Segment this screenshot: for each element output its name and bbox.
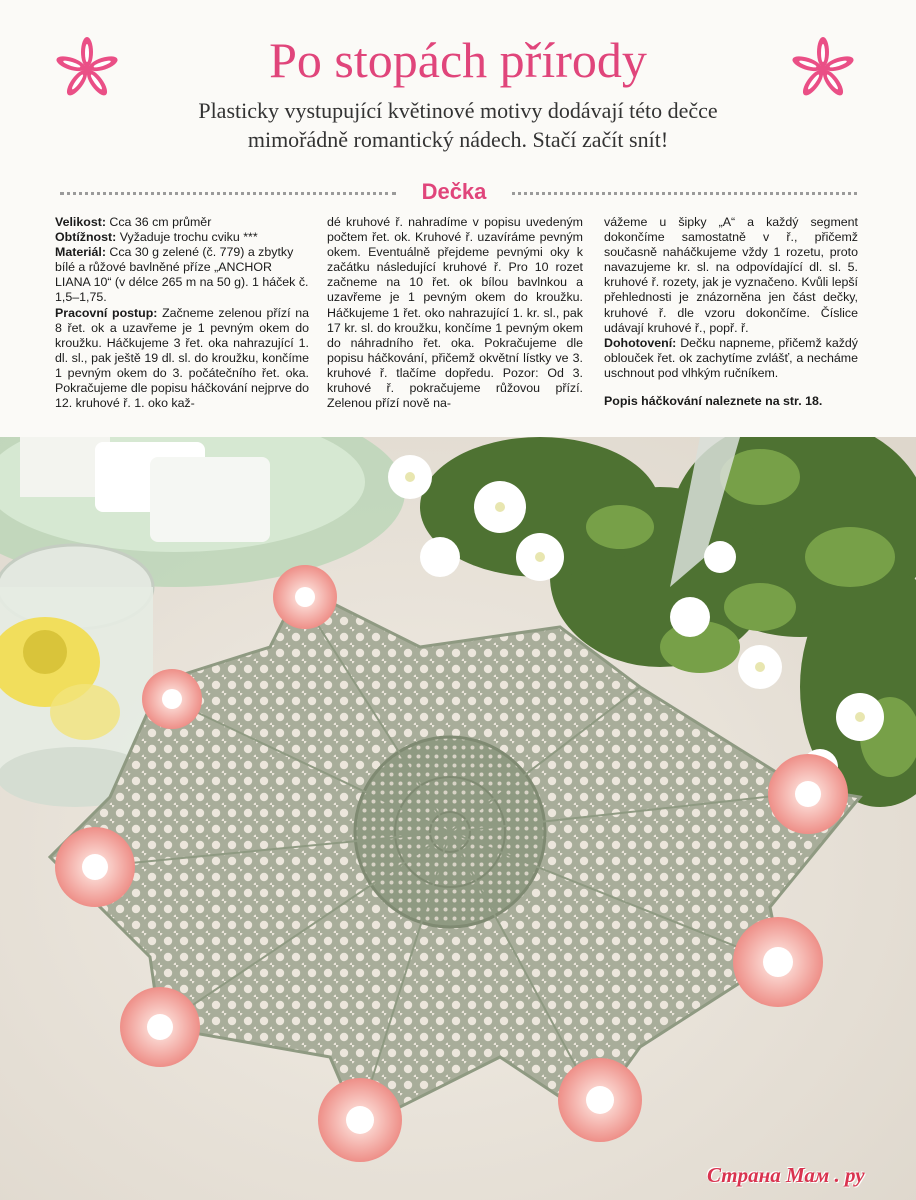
material-label: Materiál: [55, 245, 106, 260]
procedure-paragraph [55, 306, 309, 412]
text-column-1 [55, 215, 309, 411]
section-heading [0, 175, 916, 211]
size-text: Cca 36 cm průměr [105, 215, 212, 229]
article-subtitle [130, 96, 786, 154]
difficulty-text: Vyžaduje trochu cviku *** [116, 230, 258, 245]
article-title: Po stopách přírody [269, 32, 647, 88]
flower-ornament-icon [790, 36, 856, 102]
crochet-rose [142, 669, 202, 729]
crochet-rose [558, 1058, 642, 1142]
section-title: Dečka [421, 179, 487, 204]
difficulty-paragraph [55, 230, 309, 245]
page-reference: Popis háčkování naleznete na str. 18. [604, 394, 823, 409]
crochet-rose [55, 827, 135, 907]
subtitle-line: mimořádně romantický nádech. Stačí začít snít! [247, 127, 669, 152]
doily-photo-illustration [0, 437, 916, 1200]
flower-ornament-icon [54, 36, 120, 102]
procedure-text: Začneme zelenou přízí na 8 řet. ok a uzavřeme je 1 pevným okem do kroužku. Háčkujeme 3 řet. oka nahrazující 1. dl. sl., pak ještě 19 dl. sl. do kroužku, končíme 1 pevným okem do 3. počátečního řet. oka. Pokračujeme dle popisu háčkování nejprve do 12. kruhové ř. 1. oko kaž- [55, 305, 309, 411]
finishing-label: Dohotovení: [604, 335, 677, 350]
material-text: Cca 30 g zelené (č. 779) a zbytky bílé a růžové bavlněné příze „ANCHOR LIANA 10“ (v délce 265 m na 50 g). 1 háček č. 1,5–1,75. [55, 245, 309, 305]
crochet-rose [768, 754, 848, 834]
size-paragraph [55, 215, 309, 230]
continued-paragraph: dé kruhové ř. nahradíme v popisu uvedeným počtem řet. ok. Kruhové ř. uzavíráme pevným okem. Eventuálně přejdeme pevnými oky k začátku následující kruhové ř. Pro 10 rozet začneme na 10 řet. ok bílou bavlnkou a uzavřeme je 1 pevným okem do kroužku. Háčkujeme 1 řet. oko nahrazující 1. kr. sl., pak 17 kr. sl. do kroužku, končíme 1 pevným okem do náhradního řet. oka. Pokračujeme dle popisu háčkování, přičemž okvětní lístky ve 3. kruhové ř. tlačíme dopředu. Pozor: Od 3. kruhové ř. pokračujeme růžovou přízí. Zelenou přízí nově na- [327, 215, 583, 411]
dotted-divider [512, 192, 857, 195]
site-watermark: Страна Мам . ру [707, 1163, 865, 1187]
procedure-label: Pracovní postup: [55, 305, 158, 320]
subtitle-line: Plasticky vystupující květinové motivy dodávají této dečce [198, 98, 718, 123]
crochet-rose [733, 917, 823, 1007]
finishing-text: Dečku napneme, přičemž každý oblouček řet. ok zachytíme zvlášť, a necháme uschnout pod vlhkým ručníkem. [604, 335, 858, 380]
crochet-rose [318, 1078, 402, 1162]
size-label: Velikost: [55, 215, 106, 229]
instructions [0, 211, 916, 437]
finishing-paragraph [604, 336, 858, 381]
difficulty-label: Obtížnost: [55, 230, 117, 245]
text-column-2 [327, 215, 583, 411]
crochet-rose [273, 565, 337, 629]
article-header [0, 0, 916, 175]
material-paragraph [55, 245, 309, 305]
continued-paragraph: vážeme u šipky „A“ a každý segment dokončíme samostatně v ř., přičemž současně naháčkujeme vždy 1 rozetu, proto navazujeme kr. sl. na odpovídající dl. sl. 5. kruhové ř. rozety, jak je vyznačeno. Kvůli lepší přehlednosti je znázorněna jen část dečky, kruhové ř. dle vzoru dokončíme. Číslice udávají kruhové ř., popř. ř. [604, 215, 858, 335]
text-column-3 [604, 215, 858, 409]
crochet-rose [120, 987, 200, 1067]
dotted-divider [60, 192, 396, 195]
doily-photo [0, 437, 916, 1200]
